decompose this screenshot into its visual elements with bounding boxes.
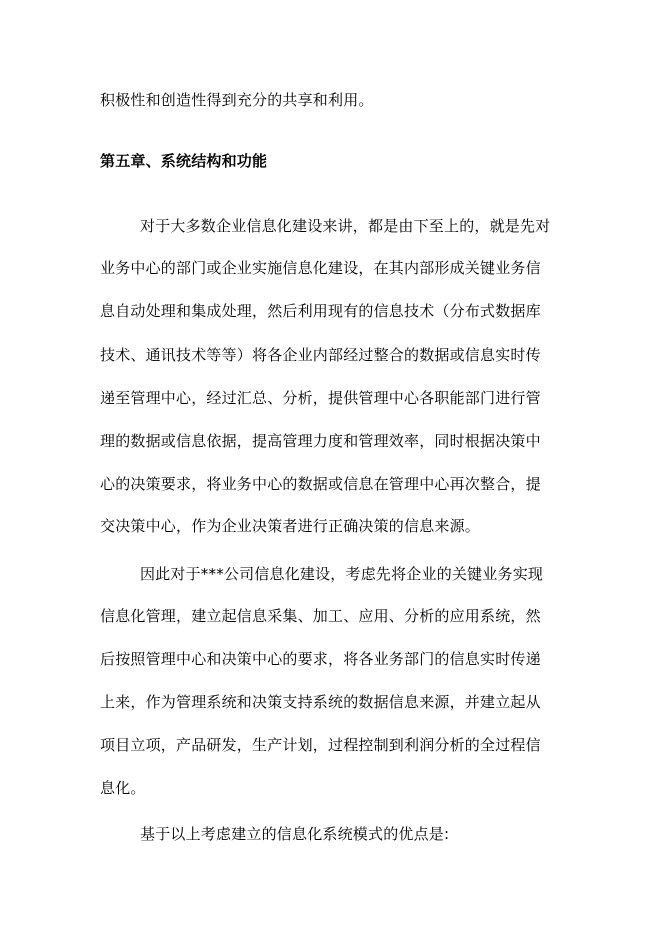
paragraph-line: 递至管理中心，经过汇总、分析，提供管理中心各职能部门进行管	[100, 389, 541, 407]
chapter-heading: 第五章、系统结构和功能	[100, 152, 268, 170]
paragraph-line: 心的决策要求，将业务中心的数据或信息在管理中心再次整合，提	[100, 475, 541, 493]
paragraph-line: 理的数据或信息依据，提高管理力度和管理效率，同时根据决策中	[100, 432, 541, 450]
paragraph-line: 因此对于***公司信息化建设，考虑先将企业的关键业务实现	[140, 565, 544, 583]
paragraph-line: 业务中心的部门或企业实施信息化建设，在其内部形成关键业务信	[100, 259, 541, 277]
paragraph-line: 交决策中心，作为企业决策者进行正确决策的信息来源。	[100, 517, 481, 535]
paragraph-line: 对于大多数企业信息化建设来讲，都是由下至上的，就是先对	[140, 217, 551, 235]
paragraph-line: 技术、通讯技术等等）将各企业内部经过整合的数据或信息实时传	[100, 346, 541, 364]
paragraph-line: 后按照管理中心和决策中心的要求，将各业务部门的信息实时传递	[100, 650, 541, 668]
continuation-line: 积极性和创造性得到充分的共享和利用。	[100, 91, 374, 109]
paragraph-line: 上来，作为管理系统和决策支持系统的数据信息来源，并建立起从	[100, 693, 541, 711]
paragraph-line: 信息化管理，建立起信息采集、加工、应用、分析的应用系统，然	[100, 607, 541, 625]
paragraph-line: 息自动处理和集成处理，然后利用现有的信息技术（分布式数据库	[100, 302, 541, 320]
paragraph-line: 息化。	[100, 779, 146, 797]
paragraph-line: 基于以上考虑建立的信息化系统模式的优点是:	[140, 825, 450, 843]
paragraph-line: 项目立项，产品研发，生产计划，过程控制到利润分析的全过程信	[100, 736, 541, 754]
